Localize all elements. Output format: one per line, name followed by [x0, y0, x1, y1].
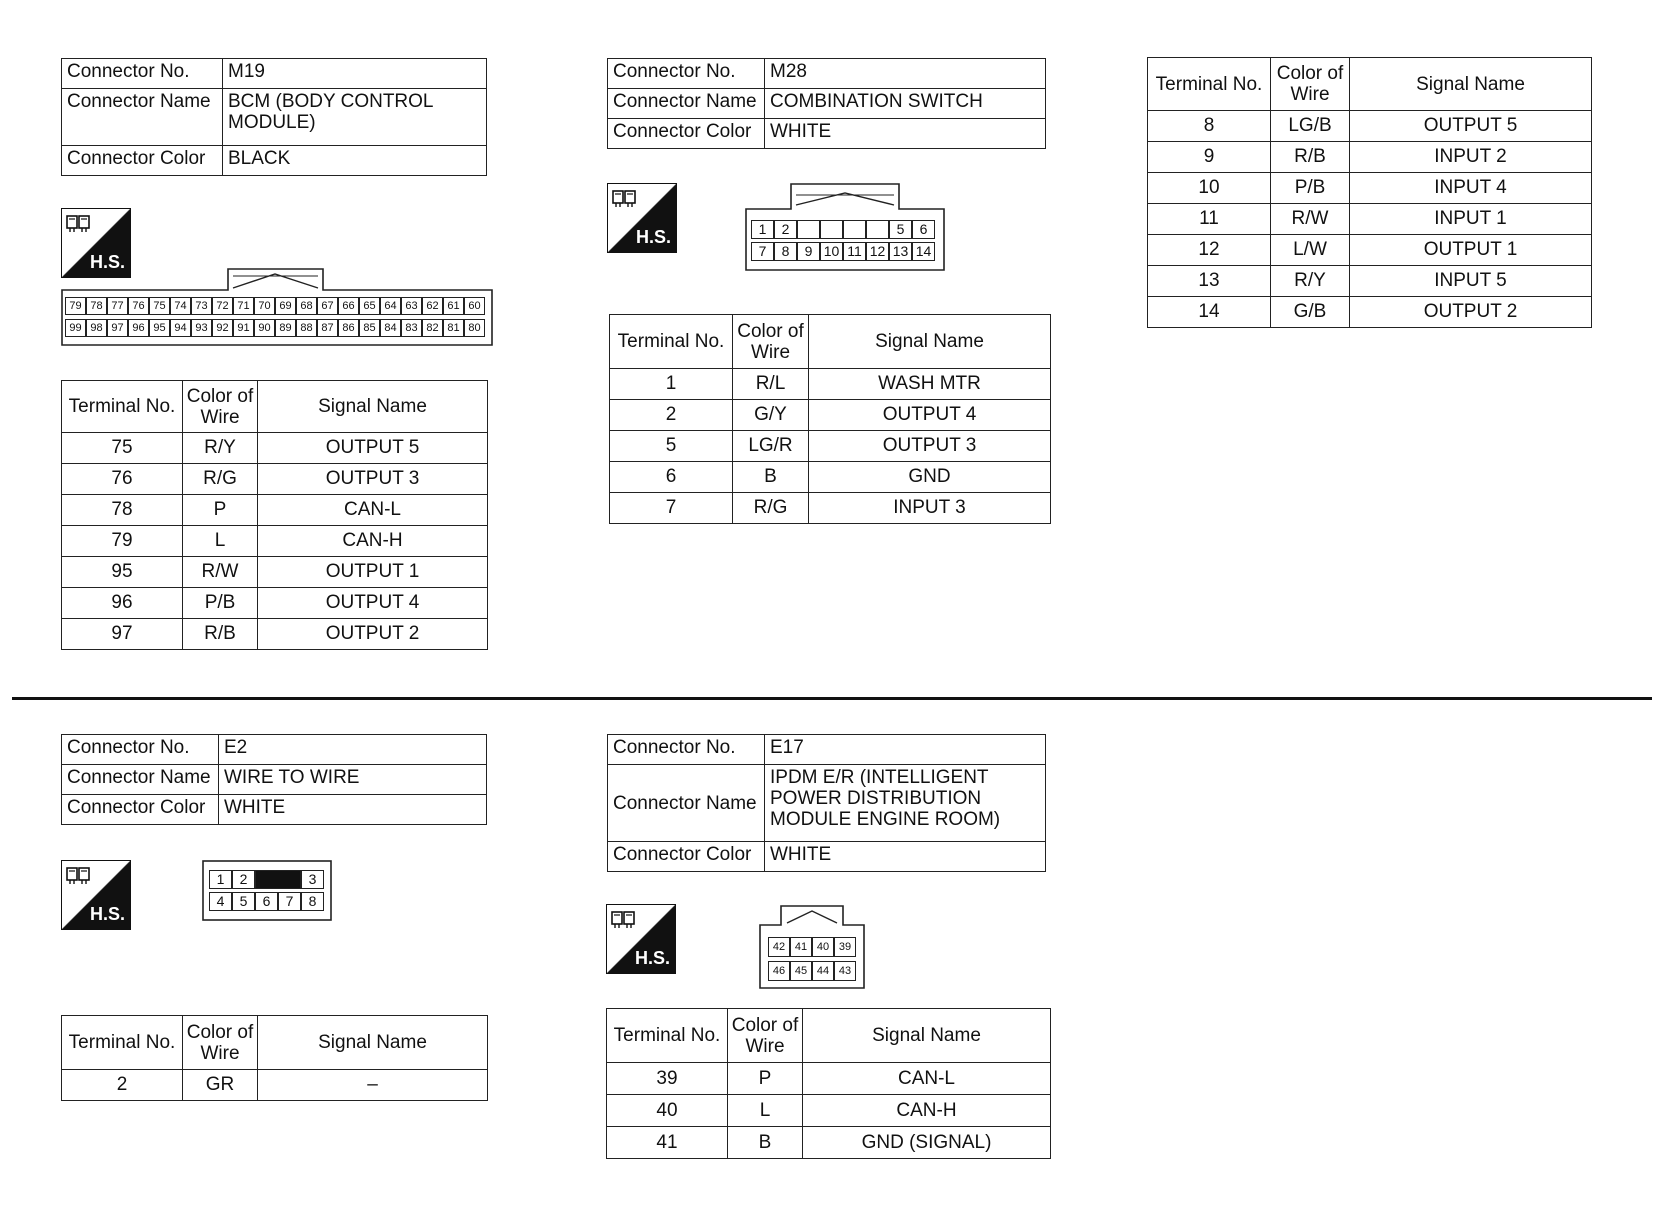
signal-name-cell: INPUT 4 — [1350, 173, 1592, 204]
pin-cavity: 86 — [338, 319, 359, 337]
pin-cavity: 6 — [255, 892, 278, 911]
table-row — [610, 462, 1051, 493]
pin-cavity: 69 — [275, 297, 296, 315]
wire-color-cell: R/Y — [183, 433, 258, 464]
info-label: Connector No. — [608, 59, 765, 89]
pin-cavity: 92 — [212, 319, 233, 337]
e2-signal-table — [61, 1015, 488, 1101]
signal-name-cell: OUTPUT 1 — [1350, 235, 1592, 266]
terminal-cell: 11 — [1148, 204, 1271, 235]
pin-cavity: 89 — [275, 319, 296, 337]
pin-cavity: 81 — [443, 319, 464, 337]
terminal-cell: 39 — [607, 1063, 728, 1095]
table-row — [610, 400, 1051, 431]
wire-color-cell: GR — [183, 1070, 258, 1101]
hs-label: H.S. — [634, 948, 670, 968]
pin-cavity: 5 — [232, 892, 255, 911]
header-signal: Signal Name — [258, 381, 488, 433]
terminal-cell: 14 — [1148, 297, 1271, 328]
e17-signal-table — [606, 1008, 1051, 1159]
table-row — [1148, 142, 1592, 173]
info-label: Connector Color — [62, 146, 223, 176]
info-label: Connector Color — [608, 842, 765, 872]
wire-color-cell: P — [183, 495, 258, 526]
pin-cavity: 77 — [107, 297, 128, 315]
pin-cavity: 7 — [278, 892, 301, 911]
wire-color-cell: B — [733, 462, 809, 493]
header-color: Color of Wire — [733, 315, 809, 369]
wire-color-cell: G/B — [1271, 297, 1350, 328]
header-color: Color of Wire — [728, 1009, 803, 1063]
pin-cavity: 2 — [774, 220, 797, 239]
terminal-cell: 7 — [610, 493, 733, 524]
table-row — [62, 464, 488, 495]
signal-name-cell: GND — [809, 462, 1051, 493]
header-terminal: Terminal No. — [62, 1016, 183, 1070]
connector-no: M19 — [223, 59, 487, 89]
pin-cavity: 39 — [834, 937, 856, 957]
pin-cavity: 79 — [65, 297, 86, 315]
terminal-cell: 97 — [62, 619, 183, 650]
info-label: Connector No. — [608, 735, 765, 765]
pin-cavity: 94 — [170, 319, 191, 337]
wire-color-cell: R/G — [733, 493, 809, 524]
signal-name-cell: OUTPUT 2 — [1350, 297, 1592, 328]
header-terminal: Terminal No. — [607, 1009, 728, 1063]
e2-info-table — [61, 734, 487, 825]
wire-color-cell: R/B — [1271, 142, 1350, 173]
pin-cavity-empty — [843, 220, 866, 239]
pin-cavity: 73 — [191, 297, 212, 315]
signal-name-cell: INPUT 3 — [809, 493, 1051, 524]
table-row — [62, 619, 488, 650]
wire-color-cell: P — [728, 1063, 803, 1095]
pin-cavity: 84 — [380, 319, 401, 337]
table-row — [1148, 297, 1592, 328]
pin-cavity: 96 — [128, 319, 149, 337]
terminal-cell: 2 — [62, 1070, 183, 1101]
connector-glyph-icon — [612, 188, 638, 208]
signal-name-cell: OUTPUT 3 — [809, 431, 1051, 462]
wire-color-cell: R/L — [733, 369, 809, 400]
table-row — [62, 588, 488, 619]
pin-cavity: 80 — [464, 319, 485, 337]
table-row — [1148, 204, 1592, 235]
terminal-cell: 12 — [1148, 235, 1271, 266]
pin-cavity: 74 — [170, 297, 191, 315]
signal-name-cell: OUTPUT 4 — [809, 400, 1051, 431]
signal-name-cell: CAN-L — [803, 1063, 1051, 1095]
header-terminal: Terminal No. — [1148, 58, 1271, 111]
wire-color-cell: LG/R — [733, 431, 809, 462]
connector-glyph-icon — [66, 213, 92, 233]
terminal-cell: 10 — [1148, 173, 1271, 204]
table-row — [1148, 235, 1592, 266]
wire-color-cell: R/B — [183, 619, 258, 650]
m28-signal-table — [609, 314, 1051, 524]
signal-name-cell: OUTPUT 5 — [258, 433, 488, 464]
table-row — [1148, 111, 1592, 142]
wire-color-cell: P/B — [1271, 173, 1350, 204]
terminal-cell: 96 — [62, 588, 183, 619]
pin-cavity: 95 — [149, 319, 170, 337]
pin-cavity: 14 — [912, 242, 935, 261]
harness-side-icon — [606, 904, 676, 974]
pin-cavity: 91 — [233, 319, 254, 337]
signal-name-cell: CAN-H — [803, 1095, 1051, 1127]
header-terminal: Terminal No. — [62, 381, 183, 433]
pin-cavity: 8 — [774, 242, 797, 261]
pin-cavity: 68 — [296, 297, 317, 315]
pin-cavity: 85 — [359, 319, 380, 337]
wire-color-cell: R/G — [183, 464, 258, 495]
pin-cavity: 63 — [401, 297, 422, 315]
pin-cavity: 65 — [359, 297, 380, 315]
table-row — [1148, 173, 1592, 204]
info-label: Connector No. — [62, 735, 219, 765]
pin-cavity: 4 — [209, 892, 232, 911]
pin-cavity: 8 — [301, 892, 324, 911]
table-row — [62, 526, 488, 557]
harness-side-icon — [607, 183, 677, 253]
e2-connector-face — [202, 860, 332, 921]
pin-cavity: 2 — [232, 870, 255, 889]
signal-name-cell: INPUT 5 — [1350, 266, 1592, 297]
signal-name-cell: WASH MTR — [809, 369, 1051, 400]
connector-color: WHITE — [765, 119, 1046, 149]
signal-name-cell: OUTPUT 3 — [258, 464, 488, 495]
wire-color-cell: R/W — [1271, 204, 1350, 235]
m19-info-table — [61, 58, 487, 176]
pin-cavity: 46 — [768, 961, 790, 981]
header-color: Color of Wire — [183, 381, 258, 433]
m28-info-table — [607, 58, 1046, 149]
signal-name-cell: – — [258, 1070, 488, 1101]
pin-cavity: 60 — [464, 297, 485, 315]
e17-info-table — [607, 734, 1046, 872]
pin-cavity-empty — [866, 220, 889, 239]
pin-cavity: 7 — [751, 242, 774, 261]
pin-cavity: 93 — [191, 319, 212, 337]
info-label: Connector No. — [62, 59, 223, 89]
table-row — [607, 1063, 1051, 1095]
harness-side-icon — [61, 860, 131, 930]
connector-glyph-icon — [611, 909, 637, 929]
header-signal: Signal Name — [809, 315, 1051, 369]
info-label: Connector Color — [62, 795, 219, 825]
terminal-cell: 95 — [62, 557, 183, 588]
signal-name-cell: INPUT 2 — [1350, 142, 1592, 173]
terminal-cell: 2 — [610, 400, 733, 431]
terminal-cell: 76 — [62, 464, 183, 495]
terminal-cell: 8 — [1148, 111, 1271, 142]
connector-no: M28 — [765, 59, 1046, 89]
wire-color-cell: L/W — [1271, 235, 1350, 266]
pin-cavity: 12 — [866, 242, 889, 261]
wire-color-cell: P/B — [183, 588, 258, 619]
terminal-cell: 1 — [610, 369, 733, 400]
terminal-cell: 41 — [607, 1127, 728, 1159]
header-signal: Signal Name — [1350, 58, 1592, 111]
pin-cavity: 64 — [380, 297, 401, 315]
connector-name: WIRE TO WIRE — [219, 765, 487, 795]
table-row — [62, 1070, 488, 1101]
connector-color: WHITE — [765, 842, 1046, 872]
pin-cavity: 97 — [107, 319, 128, 337]
terminal-cell: 13 — [1148, 266, 1271, 297]
connector-color: BLACK — [223, 146, 487, 176]
m19-connector-face — [61, 268, 493, 346]
connector-name: IPDM E/R (INTELLIGENT POWER DISTRIBUTION MODULE ENGINE ROOM) — [765, 765, 1046, 842]
info-label: Connector Name — [62, 89, 223, 146]
connector-no: E17 — [765, 735, 1046, 765]
signal-name-cell: GND (SIGNAL) — [803, 1127, 1051, 1159]
pin-cavity: 40 — [812, 937, 834, 957]
pin-cavity: 5 — [889, 220, 912, 239]
pin-cavity: 72 — [212, 297, 233, 315]
pin-cavity: 83 — [401, 319, 422, 337]
wire-color-cell: L — [183, 526, 258, 557]
connector-color: WHITE — [219, 795, 487, 825]
section-divider — [12, 697, 1652, 700]
header-signal: Signal Name — [803, 1009, 1051, 1063]
wire-color-cell: G/Y — [733, 400, 809, 431]
wire-color-cell: R/W — [183, 557, 258, 588]
signal-name-cell: OUTPUT 5 — [1350, 111, 1592, 142]
pin-cavity: 3 — [301, 870, 324, 889]
header-terminal: Terminal No. — [610, 315, 733, 369]
hs-label: H.S. — [635, 227, 671, 247]
wire-color-cell: LG/B — [1271, 111, 1350, 142]
e17-connector-face — [759, 905, 865, 989]
table-row — [62, 557, 488, 588]
pin-cavity: 98 — [86, 319, 107, 337]
table-row — [607, 1095, 1051, 1127]
wire-color-cell: L — [728, 1095, 803, 1127]
connector-no: E2 — [219, 735, 487, 765]
connector-name: COMBINATION SWITCH — [765, 89, 1046, 119]
table-row — [610, 369, 1051, 400]
pin-cavity: 41 — [790, 937, 812, 957]
m28-connector-face — [745, 183, 945, 271]
pin-cavity: 66 — [338, 297, 359, 315]
pin-cavity: 71 — [233, 297, 254, 315]
hs-label: H.S. — [89, 904, 125, 924]
pin-cavity: 78 — [86, 297, 107, 315]
pin-cavity: 61 — [443, 297, 464, 315]
terminal-cell: 79 — [62, 526, 183, 557]
pin-cavity: 1 — [209, 870, 232, 889]
table-row — [1148, 266, 1592, 297]
pin-cavity: 9 — [797, 242, 820, 261]
terminal-cell: 6 — [610, 462, 733, 493]
header-signal: Signal Name — [258, 1016, 488, 1070]
hs-label: H.S. — [89, 252, 125, 272]
signal-name-cell: CAN-L — [258, 495, 488, 526]
pin-cavity: 62 — [422, 297, 443, 315]
pin-cavity-empty — [255, 870, 301, 889]
terminal-cell: 78 — [62, 495, 183, 526]
table-row — [607, 1127, 1051, 1159]
wire-color-cell: R/Y — [1271, 266, 1350, 297]
table-row — [62, 495, 488, 526]
table-row — [62, 433, 488, 464]
header-color: Color of Wire — [183, 1016, 258, 1070]
m19-signal-table — [61, 380, 488, 650]
terminal-cell: 5 — [610, 431, 733, 462]
connector-name: BCM (BODY CONTROL MODULE) — [223, 89, 487, 146]
connector-glyph-icon — [66, 865, 92, 885]
m28-signal-table-continued — [1147, 57, 1592, 328]
pin-cavity-empty — [797, 220, 820, 239]
info-label: Connector Name — [608, 765, 765, 842]
pin-cavity: 75 — [149, 297, 170, 315]
terminal-cell: 40 — [607, 1095, 728, 1127]
signal-name-cell: OUTPUT 1 — [258, 557, 488, 588]
pin-cavity: 6 — [912, 220, 935, 239]
info-label: Connector Name — [608, 89, 765, 119]
pin-cavity: 70 — [254, 297, 275, 315]
terminal-cell: 75 — [62, 433, 183, 464]
pin-cavity: 11 — [843, 242, 866, 261]
table-row — [610, 493, 1051, 524]
pin-cavity: 43 — [834, 961, 856, 981]
signal-name-cell: OUTPUT 4 — [258, 588, 488, 619]
signal-name-cell: CAN-H — [258, 526, 488, 557]
pin-cavity: 44 — [812, 961, 834, 981]
pin-cavity: 13 — [889, 242, 912, 261]
signal-name-cell: INPUT 1 — [1350, 204, 1592, 235]
pin-cavity: 45 — [790, 961, 812, 981]
pin-cavity: 67 — [317, 297, 338, 315]
info-label: Connector Color — [608, 119, 765, 149]
pin-cavity: 42 — [768, 937, 790, 957]
pin-cavity: 99 — [65, 319, 86, 337]
pin-cavity: 87 — [317, 319, 338, 337]
pin-cavity: 88 — [296, 319, 317, 337]
pin-cavity: 10 — [820, 242, 843, 261]
terminal-cell: 9 — [1148, 142, 1271, 173]
pin-cavity-empty — [820, 220, 843, 239]
pin-cavity: 90 — [254, 319, 275, 337]
info-label: Connector Name — [62, 765, 219, 795]
table-row — [610, 431, 1051, 462]
wire-color-cell: B — [728, 1127, 803, 1159]
header-color: Color of Wire — [1271, 58, 1350, 111]
pin-cavity: 1 — [751, 220, 774, 239]
signal-name-cell: OUTPUT 2 — [258, 619, 488, 650]
pin-cavity: 76 — [128, 297, 149, 315]
pin-cavity: 82 — [422, 319, 443, 337]
